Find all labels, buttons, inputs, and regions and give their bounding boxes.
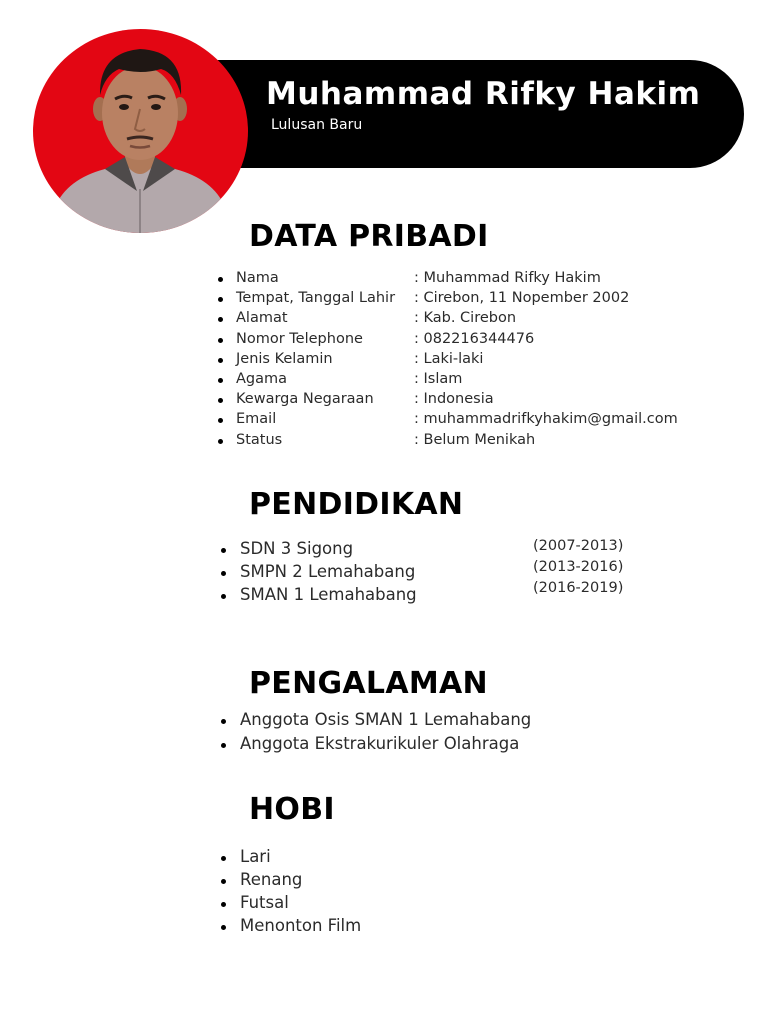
field-label: Email bbox=[236, 411, 277, 428]
field-value: : Islam bbox=[414, 370, 463, 387]
list-item: Renang bbox=[221, 870, 361, 893]
list-item bbox=[218, 411, 748, 431]
field-label: Status bbox=[236, 431, 283, 448]
year-range: (2013-2016) bbox=[533, 558, 624, 575]
year-range: (2007-2013) bbox=[533, 538, 624, 554]
year-range: (2016-2019) bbox=[533, 579, 624, 596]
education-heading: PENDIDIKAN bbox=[249, 487, 464, 522]
field-value: : Belum Menikah bbox=[414, 431, 536, 448]
list-item: SDN 3 Sigong bbox=[221, 539, 417, 562]
list-item bbox=[218, 310, 748, 330]
list-item: Lari bbox=[221, 847, 361, 870]
field-value: : Indonesia bbox=[414, 391, 494, 408]
list-item bbox=[218, 290, 748, 310]
list-item: SMAN 1 Lemahabang bbox=[221, 585, 417, 608]
personal-data-heading: DATA PRIBADI bbox=[249, 219, 489, 254]
field-label: Alamat bbox=[236, 310, 288, 327]
field-label: Kewarga Negaraan bbox=[236, 391, 374, 408]
experience-heading: PENGALAMAN bbox=[249, 666, 488, 701]
list-item: SMPN 2 Lemahabang bbox=[221, 562, 417, 585]
field-value: : Laki-laki bbox=[414, 350, 484, 367]
list-item bbox=[218, 270, 748, 290]
list-item bbox=[218, 432, 748, 452]
list-item: Anggota Osis SMAN 1 Lemahabang bbox=[221, 710, 531, 734]
field-value: : Kab. Cirebon bbox=[414, 310, 517, 327]
field-label: Nama bbox=[236, 270, 279, 286]
field-value: : 082216344476 bbox=[414, 330, 535, 347]
profile-photo bbox=[33, 29, 248, 233]
candidate-subtitle: Lulusan Baru bbox=[271, 117, 363, 133]
person-portrait-icon bbox=[33, 29, 248, 233]
field-value: : Muhammad Rifky Hakim bbox=[414, 270, 601, 286]
personal-data-list bbox=[218, 270, 748, 452]
list-item bbox=[218, 391, 748, 411]
field-label: Tempat, Tanggal Lahir bbox=[236, 290, 396, 307]
list-item bbox=[218, 331, 748, 351]
field-label: Jenis Kelamin bbox=[236, 350, 333, 367]
hobby-heading: HOBI bbox=[249, 792, 335, 827]
experience-list bbox=[221, 710, 531, 757]
field-value: : Cirebon, 11 Nopember 2002 bbox=[414, 290, 630, 307]
candidate-name: Muhammad Rifky Hakim bbox=[266, 76, 701, 112]
hobby-list bbox=[221, 847, 361, 939]
field-label: Agama bbox=[236, 370, 288, 387]
education-years bbox=[533, 538, 623, 600]
list-item bbox=[218, 371, 748, 391]
email-value: : muhammadrifkyhakim@gmail.com bbox=[414, 411, 678, 428]
header-banner bbox=[200, 60, 744, 168]
list-item: Futsal bbox=[221, 893, 361, 916]
list-item bbox=[218, 351, 748, 371]
education-list bbox=[221, 539, 417, 608]
list-item: Menonton Film bbox=[221, 916, 361, 939]
field-label: Nomor Telephone bbox=[236, 330, 363, 347]
list-item: Anggota Ekstrakurikuler Olahraga bbox=[221, 734, 531, 758]
